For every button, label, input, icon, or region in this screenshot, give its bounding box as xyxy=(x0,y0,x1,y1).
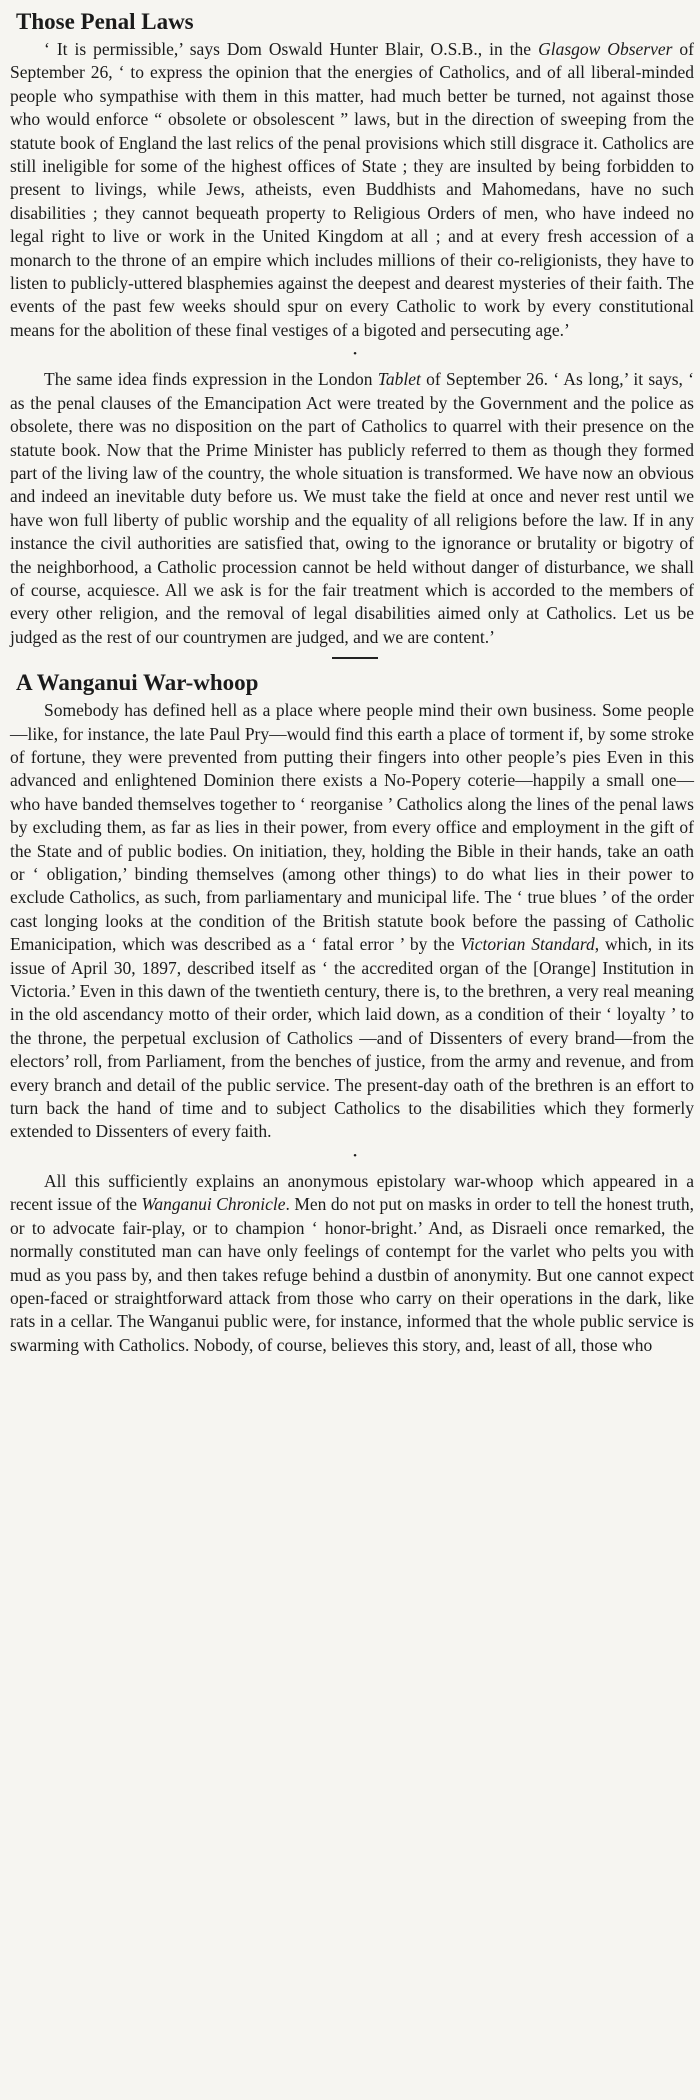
paragraph-separator: • xyxy=(353,348,357,361)
publication-name: Wanganui Chronicle xyxy=(141,1194,286,1215)
paragraph-anonymous-war-whoop: All this sufficiently explains an anonymous epistolary war-whoop which appeared in a recent issue of the Wanganui Chronicle. Men do not put on masks in order to tell the honest truth, or to advocate fair-play, or to champion ‘ honor-bright.’ And, as Disraeli once remarked, the normally constituted man can have only feelings of contempt for the varlet who pelts you with mud as you pass by, and then takes refuge behind a dustbin of anonymity. But one cannot expect open-faced or straightforward attack from those who carry on their operations in the dark, like rats in a cellar. The Wanganui public were, for instance, informed that the whole public service is swarming with Catholics. Nobody, of course, believes this story, and, least of all, those who xyxy=(10,1170,694,1355)
publication-name: Glasgow Observer xyxy=(538,39,673,59)
section-title-penal-laws: Those Penal Laws xyxy=(16,9,194,34)
paragraph-hunter-blair-quote: ‘ It is permissible,’ says Dom Oswald Hunter Blair, O.S.B., in the Glasgow Observer of September 26, ‘ to express the opinion that the energies of Catholics, and of all liberal-minded people who sympathise with them in this matter, had much better be turned, not against those who would enforce “ obsolete or obsolescent ” laws, but in the direction of sweeping from the statute book of England the last relics of the penal provisions which still disgrace it. Catholics are still ineligible for some of the highest offices of State ; they are insulted by being forbidden to present to livings, while Jews, atheists, even Buddhists and Mahomedans, have no such disabilities ; they cannot bequeath property to Religious Orders of men, who have indeed no legal right to live or work in the United Kingdom at all ; and at every fresh accession of a monarch to the throne of an empire which includes millions of their co-religionists, they have to listen to publicly-uttered blasphemies against the deepest and dearest mysteries of their faith. The events of the past few weeks should spur on every Catholic to work by every constitutional means for the abolition of these final vestiges of a bigoted and persecuting age.’ xyxy=(10,39,695,340)
publication-name: Tablet xyxy=(377,369,421,390)
paragraph-tablet-quote: The same idea finds expression in the London Tablet of September 26. ‘ As long,’ it says, ‘ as the penal clauses of the Emancipation Act were treated by the Government and the police as obsolete, there was no disposition on the part of Catholics to quarrel with their presence on the statute book. Now that the Prime Minister has publicly referred to them as though they formed part of the living law of the country, the whole situation is transformed. We have now an obvious and indeed an inevitable duty before us. We must take the field at once and never rest until we have won full liberty of public worship and the equality of all religions before the law. If in any instance the civil authorities are satisfied that, owing to the ignorance or brutality or bigotry of the neighborhood, a Catholic procession cannot be held without danger of disturbance, we shall of course, acquiesce. All we ask is for the fair treatment which is accorded to the members of every other religion, and the removal of legal disabilities aimed only at Catholics. Let us be judged as the rest of our countrymen are judged, and we are content.’ xyxy=(10,369,694,647)
section-divider xyxy=(332,657,378,659)
publication-name: Victorian Standard xyxy=(460,934,595,955)
section-title-wanganui-war-whoop: A Wanganui War-whoop xyxy=(16,670,259,696)
paragraph-separator: • xyxy=(353,1149,357,1162)
article-column xyxy=(10,8,700,1357)
paragraph-no-popery-coterie: Somebody has defined hell as a place where people mind their own business. Some people—like, for instance, the late Paul Pry—would find this earth a place of torment if, by some stroke of fortune, they were prevented from putting their fingers into other people’s pies Even in this advanced and enlightened Dominion there exists a No-Popery coterie—happily a small one—who have banded themselves together to ‘ reorganise ’ Catholics along the lines of the penal laws by excluding them, as far as lies in their power, from every office and employment in the gift of the State and of public bodies. On initiation, they, holding the Bible in their hands, take an oath or ‘ obligation,’ binding themselves (among other things) to do what lies in their power to exclude Catholics, as such, from parliamentary and municipal life. The ‘ true blues ’ of the order cast longing looks at the condition of the British statute book before the passing of Catholic Emanicipation, which was described as a ‘ fatal error ’ by the Victorian Standard, which, in its issue of April 30, 1897, described itself as ‘ the accredited organ of the [Orange] Institution in Victoria.’ Even in this dawn of the twentieth century, there is, to the brethren, a very real meaning in the old ascendancy motto of their order, which laid down, as a condition of their ‘ loyalty ’ to the throne, the perpetual exclusion of Catholics —and of Dissenters of every brand—from the electors’ roll, from Parliament, from the benches of justice, from the army and revenue, and from every branch and detail of the public service. The present-day oath of the brethren is an effort to turn back the hand of time and to subject Catholics to the disabilities which they formerly extended to Dissenters of every faith. xyxy=(10,700,694,1142)
